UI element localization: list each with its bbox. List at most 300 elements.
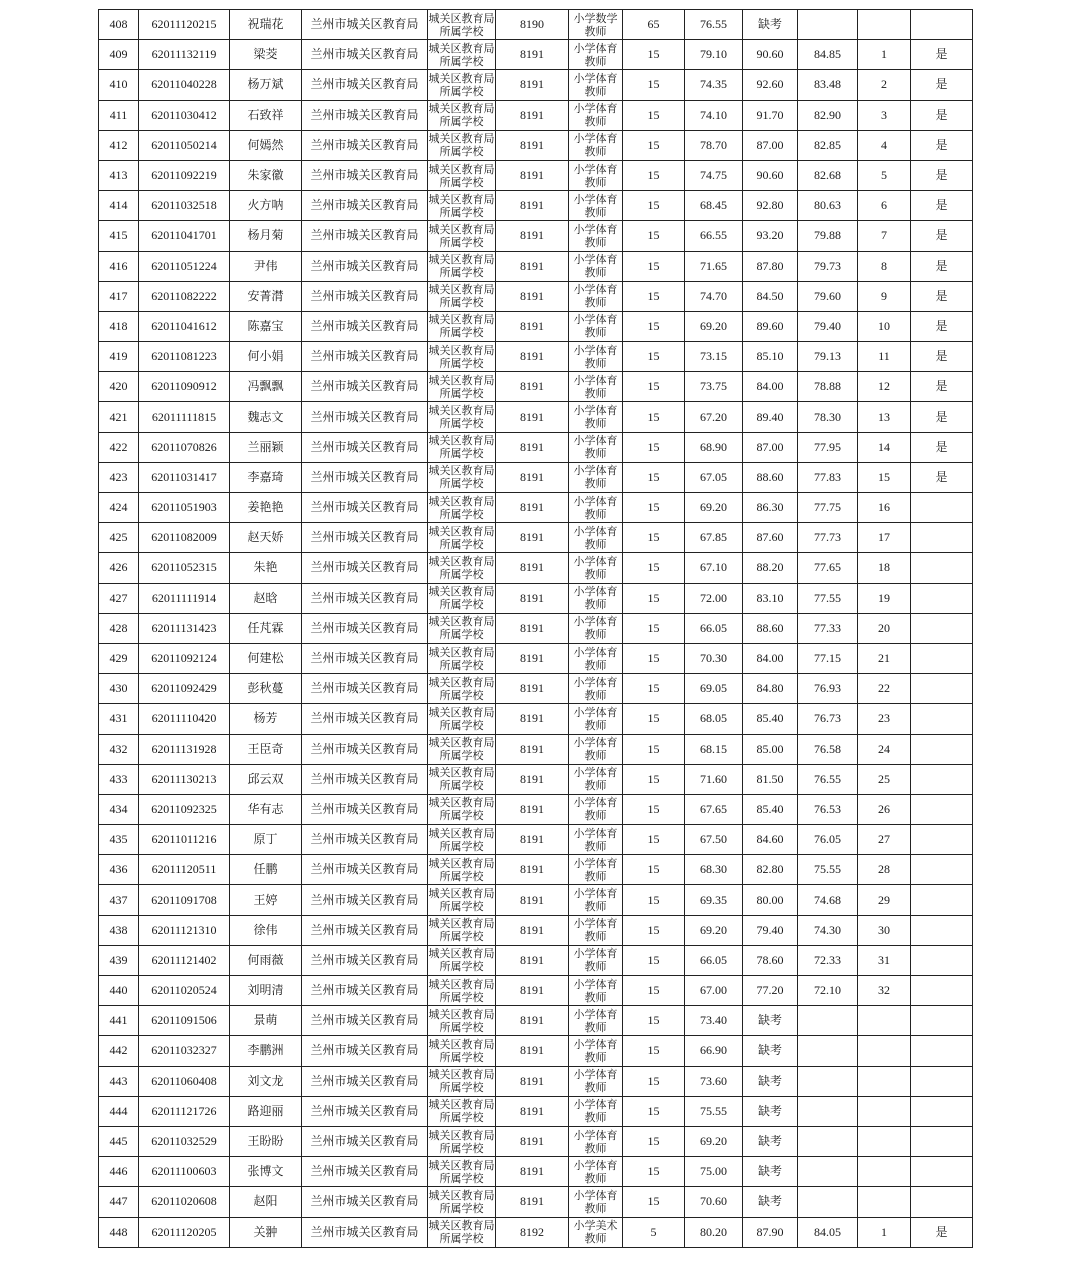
ticket-number-cell: 62011081223	[139, 342, 230, 372]
written-score-cell: 66.55	[685, 221, 743, 251]
candidate-name-cell: 华有志	[230, 794, 302, 824]
department-cell: 兰州市城关区教育局	[302, 462, 428, 492]
quota-cell: 5	[623, 1217, 685, 1247]
ticket-number-cell: 62011082222	[139, 281, 230, 311]
table-row	[99, 674, 973, 704]
interview-score-cell: 79.40	[743, 915, 798, 945]
post-name-cell: 小学体育教师	[569, 734, 623, 764]
total-score-cell	[798, 1096, 858, 1126]
written-score-cell: 79.10	[685, 40, 743, 70]
post-code-cell: 8191	[496, 100, 569, 130]
ticket-number-cell: 62011050214	[139, 130, 230, 160]
table-row	[99, 734, 973, 764]
total-score-cell: 77.83	[798, 462, 858, 492]
seq-cell: 413	[99, 160, 139, 190]
candidate-name-cell: 姜艳艳	[230, 493, 302, 523]
interview-score-cell: 77.20	[743, 976, 798, 1006]
ticket-number-cell: 62011092429	[139, 674, 230, 704]
department-cell: 兰州市城关区教育局	[302, 40, 428, 70]
total-score-cell: 76.58	[798, 734, 858, 764]
employer-cell: 城关区教育局所属学校	[428, 1006, 496, 1036]
interview-score-cell: 86.30	[743, 493, 798, 523]
table-row	[99, 432, 973, 462]
quota-cell: 15	[623, 100, 685, 130]
rank-cell: 7	[858, 221, 911, 251]
table-row	[99, 583, 973, 613]
post-name-cell: 小学体育教师	[569, 311, 623, 341]
written-score-cell: 69.20	[685, 311, 743, 341]
rank-cell: 8	[858, 251, 911, 281]
ticket-number-cell: 62011111815	[139, 402, 230, 432]
table-row	[99, 311, 973, 341]
employer-cell: 城关区教育局所属学校	[428, 402, 496, 432]
seq-cell: 426	[99, 553, 139, 583]
total-score-cell: 84.85	[798, 40, 858, 70]
total-score-cell: 76.55	[798, 764, 858, 794]
post-name-cell: 小学体育教师	[569, 553, 623, 583]
ticket-number-cell: 62011111914	[139, 583, 230, 613]
quota-cell: 15	[623, 402, 685, 432]
interview-score-cell: 87.60	[743, 523, 798, 553]
enter-inspection-cell	[911, 613, 973, 643]
quota-cell: 15	[623, 1036, 685, 1066]
ticket-number-cell: 62011051903	[139, 493, 230, 523]
post-name-cell: 小学数学教师	[569, 10, 623, 40]
written-score-cell: 68.15	[685, 734, 743, 764]
employer-cell: 城关区教育局所属学校	[428, 1126, 496, 1156]
table-row	[99, 885, 973, 915]
seq-cell: 447	[99, 1187, 139, 1217]
candidate-name-cell: 安菁潸	[230, 281, 302, 311]
employer-cell: 城关区教育局所属学校	[428, 583, 496, 613]
total-score-cell: 77.33	[798, 613, 858, 643]
employer-cell: 城关区教育局所属学校	[428, 372, 496, 402]
rank-cell	[858, 1157, 911, 1187]
post-name-cell: 小学体育教师	[569, 704, 623, 734]
employer-cell: 城关区教育局所属学校	[428, 945, 496, 975]
interview-score-cell: 85.40	[743, 704, 798, 734]
seq-cell: 432	[99, 734, 139, 764]
written-score-cell: 66.90	[685, 1036, 743, 1066]
department-cell: 兰州市城关区教育局	[302, 523, 428, 553]
post-code-cell: 8191	[496, 734, 569, 764]
table-row	[99, 1096, 973, 1126]
enter-inspection-cell	[911, 794, 973, 824]
total-score-cell: 82.90	[798, 100, 858, 130]
quota-cell: 65	[623, 10, 685, 40]
table-row	[99, 1066, 973, 1096]
quota-cell: 15	[623, 311, 685, 341]
quota-cell: 15	[623, 643, 685, 673]
enter-inspection-cell	[911, 1006, 973, 1036]
post-name-cell: 小学体育教师	[569, 493, 623, 523]
interview-score-cell: 88.20	[743, 553, 798, 583]
enter-inspection-cell	[911, 1096, 973, 1126]
written-score-cell: 78.70	[685, 130, 743, 160]
quota-cell: 15	[623, 1096, 685, 1126]
candidate-name-cell: 张博文	[230, 1157, 302, 1187]
table-row	[99, 40, 973, 70]
quota-cell: 15	[623, 915, 685, 945]
employer-cell: 城关区教育局所属学校	[428, 794, 496, 824]
table-row	[99, 945, 973, 975]
seq-cell: 411	[99, 100, 139, 130]
rank-cell: 20	[858, 613, 911, 643]
post-name-cell: 小学体育教师	[569, 794, 623, 824]
written-score-cell: 66.05	[685, 945, 743, 975]
candidate-name-cell: 彭秋蔓	[230, 674, 302, 704]
written-score-cell: 68.30	[685, 855, 743, 885]
total-score-cell: 76.93	[798, 674, 858, 704]
interview-score-cell: 84.60	[743, 825, 798, 855]
table-row	[99, 915, 973, 945]
rank-cell: 16	[858, 493, 911, 523]
rank-cell: 5	[858, 160, 911, 190]
enter-inspection-cell	[911, 643, 973, 673]
seq-cell: 429	[99, 643, 139, 673]
enter-inspection-cell	[911, 523, 973, 553]
candidate-name-cell: 何小娟	[230, 342, 302, 372]
rank-cell: 25	[858, 764, 911, 794]
total-score-cell	[798, 1126, 858, 1156]
ticket-number-cell: 62011032529	[139, 1126, 230, 1156]
candidate-name-cell: 何嫣然	[230, 130, 302, 160]
total-score-cell	[798, 1187, 858, 1217]
candidate-name-cell: 关翀	[230, 1217, 302, 1247]
rank-cell: 6	[858, 191, 911, 221]
post-code-cell: 8191	[496, 1036, 569, 1066]
post-code-cell: 8191	[496, 704, 569, 734]
ticket-number-cell: 62011091708	[139, 885, 230, 915]
total-score-cell: 77.73	[798, 523, 858, 553]
seq-cell: 431	[99, 704, 139, 734]
post-code-cell: 8191	[496, 855, 569, 885]
quota-cell: 15	[623, 40, 685, 70]
seq-cell: 439	[99, 945, 139, 975]
post-code-cell: 8191	[496, 976, 569, 1006]
enter-inspection-cell: 是	[911, 100, 973, 130]
table-row	[99, 704, 973, 734]
rank-cell: 31	[858, 945, 911, 975]
department-cell: 兰州市城关区教育局	[302, 10, 428, 40]
table-row	[99, 221, 973, 251]
interview-score-cell: 78.60	[743, 945, 798, 975]
interview-score-cell: 93.20	[743, 221, 798, 251]
quota-cell: 15	[623, 372, 685, 402]
written-score-cell: 75.55	[685, 1096, 743, 1126]
table-row	[99, 1006, 973, 1036]
ticket-number-cell: 62011060408	[139, 1066, 230, 1096]
rank-cell: 22	[858, 674, 911, 704]
employer-cell: 城关区教育局所属学校	[428, 613, 496, 643]
interview-score-cell: 88.60	[743, 462, 798, 492]
rank-cell: 12	[858, 372, 911, 402]
table-row	[99, 402, 973, 432]
seq-cell: 438	[99, 915, 139, 945]
quota-cell: 15	[623, 1157, 685, 1187]
post-code-cell: 8191	[496, 342, 569, 372]
interview-score-cell: 缺考	[743, 10, 798, 40]
department-cell: 兰州市城关区教育局	[302, 1036, 428, 1066]
enter-inspection-cell	[911, 1126, 973, 1156]
written-score-cell: 67.00	[685, 976, 743, 1006]
written-score-cell: 74.35	[685, 70, 743, 100]
department-cell: 兰州市城关区教育局	[302, 311, 428, 341]
seq-cell: 425	[99, 523, 139, 553]
seq-cell: 409	[99, 40, 139, 70]
department-cell: 兰州市城关区教育局	[302, 342, 428, 372]
candidate-name-cell: 刘明清	[230, 976, 302, 1006]
post-name-cell: 小学体育教师	[569, 674, 623, 704]
employer-cell: 城关区教育局所属学校	[428, 1187, 496, 1217]
quota-cell: 15	[623, 825, 685, 855]
enter-inspection-cell: 是	[911, 191, 973, 221]
department-cell: 兰州市城关区教育局	[302, 191, 428, 221]
rank-cell: 18	[858, 553, 911, 583]
seq-cell: 417	[99, 281, 139, 311]
total-score-cell: 79.73	[798, 251, 858, 281]
total-score-cell: 78.88	[798, 372, 858, 402]
ticket-number-cell: 62011032327	[139, 1036, 230, 1066]
table-row	[99, 643, 973, 673]
interview-score-cell: 缺考	[743, 1096, 798, 1126]
written-score-cell: 73.75	[685, 372, 743, 402]
ticket-number-cell: 62011032518	[139, 191, 230, 221]
candidate-name-cell: 任芃霖	[230, 613, 302, 643]
rank-cell: 32	[858, 976, 911, 1006]
quota-cell: 15	[623, 432, 685, 462]
table-row	[99, 100, 973, 130]
enter-inspection-cell	[911, 1066, 973, 1096]
rank-cell: 24	[858, 734, 911, 764]
written-score-cell: 72.00	[685, 583, 743, 613]
total-score-cell: 77.15	[798, 643, 858, 673]
written-score-cell: 69.20	[685, 493, 743, 523]
table-row	[99, 553, 973, 583]
employer-cell: 城关区教育局所属学校	[428, 915, 496, 945]
candidate-name-cell: 何雨薇	[230, 945, 302, 975]
quota-cell: 15	[623, 130, 685, 160]
seq-cell: 420	[99, 372, 139, 402]
post-name-cell: 小学体育教师	[569, 1066, 623, 1096]
total-score-cell: 77.65	[798, 553, 858, 583]
post-code-cell: 8191	[496, 553, 569, 583]
seq-cell: 441	[99, 1006, 139, 1036]
ticket-number-cell: 62011120511	[139, 855, 230, 885]
quota-cell: 15	[623, 70, 685, 100]
written-score-cell: 67.05	[685, 462, 743, 492]
employer-cell: 城关区教育局所属学校	[428, 462, 496, 492]
total-score-cell: 79.60	[798, 281, 858, 311]
seq-cell: 424	[99, 493, 139, 523]
enter-inspection-cell: 是	[911, 342, 973, 372]
total-score-cell: 79.88	[798, 221, 858, 251]
total-score-cell	[798, 1157, 858, 1187]
post-name-cell: 小学体育教师	[569, 613, 623, 643]
ticket-number-cell: 62011092219	[139, 160, 230, 190]
written-score-cell: 73.40	[685, 1006, 743, 1036]
candidate-name-cell: 朱家徽	[230, 160, 302, 190]
post-code-cell: 8191	[496, 794, 569, 824]
department-cell: 兰州市城关区教育局	[302, 643, 428, 673]
ticket-number-cell: 62011130213	[139, 764, 230, 794]
post-code-cell: 8191	[496, 130, 569, 160]
department-cell: 兰州市城关区教育局	[302, 372, 428, 402]
enter-inspection-cell	[911, 855, 973, 885]
employer-cell: 城关区教育局所属学校	[428, 1157, 496, 1187]
employer-cell: 城关区教育局所属学校	[428, 100, 496, 130]
quota-cell: 15	[623, 1187, 685, 1217]
department-cell: 兰州市城关区教育局	[302, 251, 428, 281]
department-cell: 兰州市城关区教育局	[302, 613, 428, 643]
quota-cell: 15	[623, 462, 685, 492]
candidate-name-cell: 杨月菊	[230, 221, 302, 251]
interview-score-cell: 85.10	[743, 342, 798, 372]
seq-cell: 445	[99, 1126, 139, 1156]
post-name-cell: 小学体育教师	[569, 1006, 623, 1036]
candidate-name-cell: 杨芳	[230, 704, 302, 734]
written-score-cell: 66.05	[685, 613, 743, 643]
written-score-cell: 71.60	[685, 764, 743, 794]
department-cell: 兰州市城关区教育局	[302, 281, 428, 311]
department-cell: 兰州市城关区教育局	[302, 794, 428, 824]
quota-cell: 15	[623, 855, 685, 885]
seq-cell: 410	[99, 70, 139, 100]
written-score-cell: 70.60	[685, 1187, 743, 1217]
candidate-name-cell: 路迎丽	[230, 1096, 302, 1126]
enter-inspection-cell: 是	[911, 251, 973, 281]
department-cell: 兰州市城关区教育局	[302, 734, 428, 764]
written-score-cell: 73.60	[685, 1066, 743, 1096]
candidate-name-cell: 尹伟	[230, 251, 302, 281]
department-cell: 兰州市城关区教育局	[302, 553, 428, 583]
rank-cell: 10	[858, 311, 911, 341]
employer-cell: 城关区教育局所属学校	[428, 704, 496, 734]
seq-cell: 440	[99, 976, 139, 1006]
table-row	[99, 342, 973, 372]
candidate-name-cell: 朱艳	[230, 553, 302, 583]
interview-score-cell: 87.80	[743, 251, 798, 281]
rank-cell	[858, 1036, 911, 1066]
post-name-cell: 小学体育教师	[569, 342, 623, 372]
enter-inspection-cell	[911, 734, 973, 764]
enter-inspection-cell	[911, 553, 973, 583]
post-name-cell: 小学体育教师	[569, 130, 623, 160]
ticket-number-cell: 62011040228	[139, 70, 230, 100]
post-code-cell: 8191	[496, 915, 569, 945]
table-row	[99, 976, 973, 1006]
total-score-cell	[798, 10, 858, 40]
post-name-cell: 小学体育教师	[569, 100, 623, 130]
enter-inspection-cell: 是	[911, 372, 973, 402]
post-code-cell: 8191	[496, 945, 569, 975]
enter-inspection-cell: 是	[911, 160, 973, 190]
seq-cell: 435	[99, 825, 139, 855]
written-score-cell: 69.05	[685, 674, 743, 704]
post-code-cell: 8191	[496, 674, 569, 704]
enter-inspection-cell	[911, 704, 973, 734]
enter-inspection-cell: 是	[911, 40, 973, 70]
rank-cell	[858, 1126, 911, 1156]
ticket-number-cell: 62011092325	[139, 794, 230, 824]
ticket-number-cell: 62011131928	[139, 734, 230, 764]
enter-inspection-cell	[911, 674, 973, 704]
post-code-cell: 8191	[496, 160, 569, 190]
interview-score-cell: 90.60	[743, 40, 798, 70]
employer-cell: 城关区教育局所属学校	[428, 976, 496, 1006]
department-cell: 兰州市城关区教育局	[302, 1217, 428, 1247]
department-cell: 兰州市城关区教育局	[302, 976, 428, 1006]
employer-cell: 城关区教育局所属学校	[428, 281, 496, 311]
post-code-cell: 8191	[496, 1066, 569, 1096]
interview-score-cell: 89.60	[743, 311, 798, 341]
ticket-number-cell: 62011020524	[139, 976, 230, 1006]
post-name-cell: 小学体育教师	[569, 372, 623, 402]
enter-inspection-cell	[911, 915, 973, 945]
quota-cell: 15	[623, 221, 685, 251]
table-body	[99, 10, 973, 1248]
enter-inspection-cell: 是	[911, 130, 973, 160]
written-score-cell: 71.65	[685, 251, 743, 281]
total-score-cell	[798, 1036, 858, 1066]
seq-cell: 412	[99, 130, 139, 160]
total-score-cell	[798, 1066, 858, 1096]
quota-cell: 15	[623, 1126, 685, 1156]
total-score-cell: 72.33	[798, 945, 858, 975]
interview-score-cell: 80.00	[743, 885, 798, 915]
candidate-name-cell: 兰丽颖	[230, 432, 302, 462]
rank-cell: 2	[858, 70, 911, 100]
interview-score-cell: 87.00	[743, 432, 798, 462]
total-score-cell: 75.55	[798, 855, 858, 885]
employer-cell: 城关区教育局所属学校	[428, 1036, 496, 1066]
enter-inspection-cell	[911, 1036, 973, 1066]
post-code-cell: 8191	[496, 523, 569, 553]
enter-inspection-cell	[911, 764, 973, 794]
enter-inspection-cell	[911, 976, 973, 1006]
enter-inspection-cell	[911, 10, 973, 40]
table-row	[99, 1126, 973, 1156]
post-code-cell: 8191	[496, 825, 569, 855]
rank-cell: 27	[858, 825, 911, 855]
candidate-name-cell: 魏志文	[230, 402, 302, 432]
interview-score-cell: 87.00	[743, 130, 798, 160]
seq-cell: 414	[99, 191, 139, 221]
table-row	[99, 764, 973, 794]
ticket-number-cell: 62011090912	[139, 372, 230, 402]
quota-cell: 15	[623, 613, 685, 643]
post-name-cell: 小学体育教师	[569, 402, 623, 432]
employer-cell: 城关区教育局所属学校	[428, 130, 496, 160]
quota-cell: 15	[623, 583, 685, 613]
table-row	[99, 281, 973, 311]
ticket-number-cell: 62011131423	[139, 613, 230, 643]
department-cell: 兰州市城关区教育局	[302, 583, 428, 613]
written-score-cell: 75.00	[685, 1157, 743, 1187]
table-row	[99, 160, 973, 190]
seq-cell: 437	[99, 885, 139, 915]
ticket-number-cell: 62011100603	[139, 1157, 230, 1187]
interview-score-cell: 缺考	[743, 1187, 798, 1217]
interview-score-cell: 89.40	[743, 402, 798, 432]
table-row	[99, 794, 973, 824]
interview-score-cell: 缺考	[743, 1126, 798, 1156]
enter-inspection-cell: 是	[911, 432, 973, 462]
department-cell: 兰州市城关区教育局	[302, 885, 428, 915]
employer-cell: 城关区教育局所属学校	[428, 643, 496, 673]
post-name-cell: 小学美术教师	[569, 1217, 623, 1247]
table-row	[99, 1217, 973, 1247]
